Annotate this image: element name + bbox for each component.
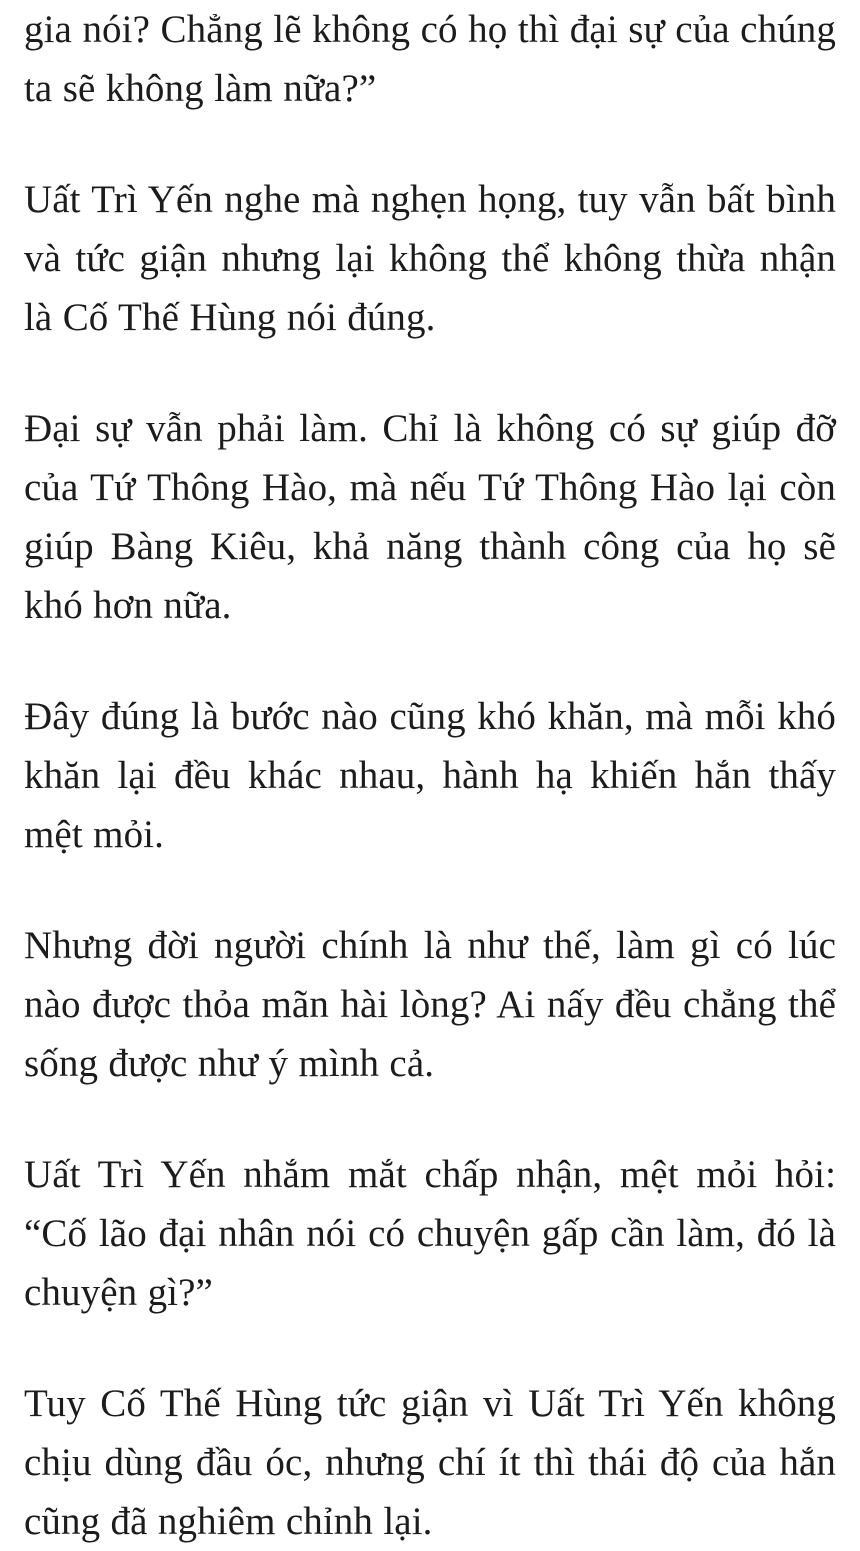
paragraph: Nhưng đời người chính là như thế, làm gì có lúc nào được thỏa mãn hài lòng? Ai nấy đều chẳng thể sống được như ý mình cả. [24,924,836,1085]
paragraph: Tuy Cố Thế Hùng tức giận vì Uất Trì Yến không chịu dùng đầu óc, nhưng chí ít thì thái độ của hắn cũng đã nghiêm chỉnh lại. [24,1382,836,1543]
paragraph: Đây đúng là bước nào cũng khó khăn, mà mỗi khó khăn lại đều khác nhau, hành hạ khiến hắn thấy mệt mỏi. [24,695,836,856]
paragraph: Uất Trì Yến nghe mà nghẹn họng, tuy vẫn bất bình và tức giận nhưng lại không thể không thừa nhận là Cố Thế Hùng nói đúng. [24,178,836,339]
paragraph: gia nói? Chẳng lẽ không có họ thì đại sự của chúng ta sẽ không làm nữa?” [24,8,836,110]
paragraph: Uất Trì Yến nhắm mắt chấp nhận, mệt mỏi hỏi: “Cố lão đại nhân nói có chuyện gấp cần làm, đó là chuyện gì?” [24,1153,836,1314]
paragraph: Đại sự vẫn phải làm. Chỉ là không có sự giúp đỡ của Tứ Thông Hào, mà nếu Tứ Thông Hào lại còn giúp Bàng Kiêu, khả năng thành công của họ sẽ khó hơn nữa. [24,407,836,627]
